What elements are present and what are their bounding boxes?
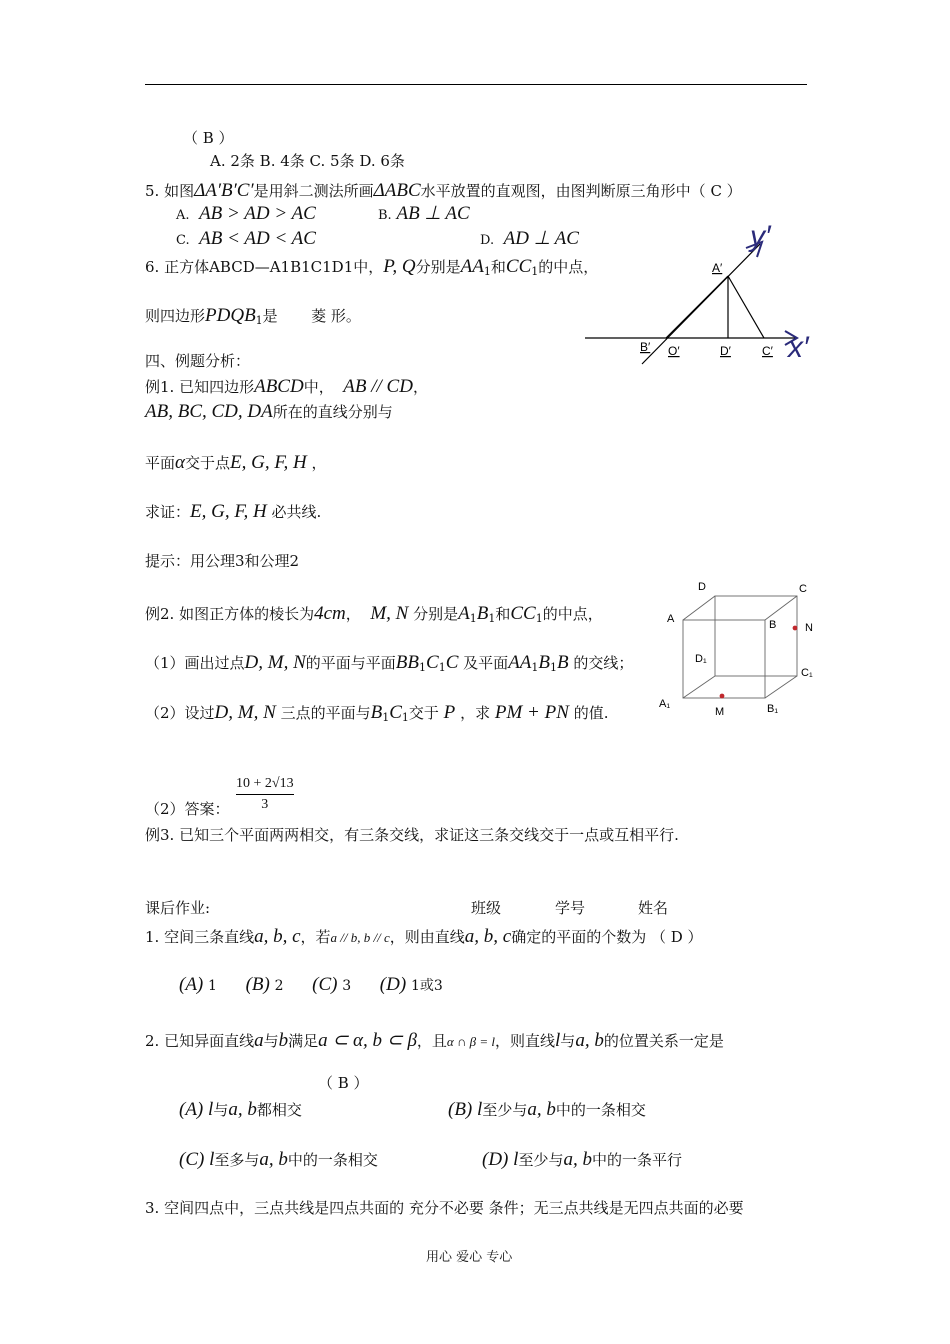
label-b: B	[769, 619, 777, 631]
q5-num: 5. 如图	[145, 182, 195, 200]
label-a: A′	[712, 261, 723, 275]
label-b: B′	[640, 340, 651, 354]
hw2-answer: （ B ）	[318, 1074, 369, 1092]
edge-a1-d1	[683, 676, 715, 698]
ex2-part2: （2）设过D, M, N 三点的平面与$B_1C_1$交于 P ，求 PM + PN 的值.	[145, 702, 609, 724]
point-m	[720, 694, 725, 699]
edge-a-d	[683, 596, 715, 620]
ex2-answer-label: （2）答案：	[145, 800, 230, 818]
q5-text1: 是用斜二测法所画	[253, 182, 374, 200]
label-d: D	[698, 581, 706, 593]
side-a-c	[728, 276, 764, 338]
ex1-line4: 求证：E, G, F, H 必共线.	[145, 501, 322, 522]
label-c1: C₁	[801, 667, 813, 679]
y-axis-label: y′	[750, 220, 771, 253]
hw2-question: 2. 已知异面直线a与b满足a ⊂ α, b ⊂ β，且α ∩ β = l，则直线l与a, b的位置关系一定是	[145, 1030, 724, 1051]
ex2-answer-fraction	[236, 776, 294, 813]
ex2-part1: （1）画出过点D, M, N的平面与平面$BB_1C_1C$ 及平面$AA_1B_1B$ 的交线；	[145, 652, 634, 674]
label-d1: D₁	[695, 653, 707, 665]
section-title: 四、例题分析：	[145, 352, 251, 370]
ex3-text: 例3. 已知三个平面两两相交，有三条交线，求证这三条交线交于一点或互相平行.	[145, 826, 679, 844]
q4-options: A. 2条 B. 4条 C. 5条 D. 6条	[210, 152, 405, 170]
q6-line2: 则四边形$PDQB_1$是 菱 形。	[145, 305, 361, 327]
ex1-line3: 平面α交于点E, G, F, H ，	[145, 452, 327, 473]
hw2-option-c: (C) l至多与a, b中的一条相交	[179, 1149, 378, 1170]
homework-class: 班级	[471, 899, 502, 917]
ex1-hint: 提示：用公理3和公理2	[145, 552, 300, 570]
label-d: D′	[720, 344, 731, 358]
fraction-denominator: 3	[261, 797, 269, 812]
homework-id: 学号	[555, 899, 586, 917]
ex1-line2: AB, BC, CD, DA所在的直线分别与	[145, 401, 393, 422]
label-c: C′	[762, 344, 773, 358]
label-a1: A₁	[659, 698, 671, 710]
q5-math-triangle-prime: ΔA′B′C′	[194, 180, 254, 201]
footer-text: 用心 爱心 专心	[426, 1250, 513, 1265]
x-axis-label: x′	[788, 331, 809, 364]
point-n	[793, 626, 798, 631]
ex2-line1: 例2. 如图正方体的棱长为4cm， M, N 分别是$A_1B_1$和$CC_1$的中点，	[145, 603, 603, 625]
q5-line	[145, 180, 742, 203]
label-c: C	[799, 583, 807, 595]
homework-name: 姓名	[638, 899, 669, 917]
edge-b-c	[765, 596, 797, 620]
oblique-triangle-figure	[580, 218, 825, 370]
ex1-line1: 例1. 已知四边形ABCD中， AB // CD，	[145, 376, 428, 397]
cube-back-face	[715, 596, 797, 676]
homework-title: 课后作业:	[145, 899, 211, 917]
q5-math-triangle: ΔABC	[373, 180, 421, 201]
label-m: M	[715, 706, 725, 718]
hw2-option-b: (B) l至少与a, b中的一条相交	[448, 1099, 646, 1120]
hw1-question: 1. 空间三条直线a, b, c，若a // b, b // c，则由直线a, b, c确定的平面的个数为 （ D ）	[145, 926, 703, 947]
q5-option-c: C. AB < AD < AC	[176, 228, 316, 249]
label-b1: B₁	[767, 703, 779, 715]
side-b-a	[666, 276, 728, 338]
cube-figure	[655, 574, 825, 724]
q5-text2: 水平放置的直观图，由图判断原三角形中（ C ）	[420, 182, 742, 200]
hw1-options: (A) 1 (B) 2 (C) 3 (D) 1或3	[179, 974, 443, 995]
hw3-text: 3. 空间四点中，三点共线是四点共面的 充分不必要 条件；无三点共线是无四点共面的必要	[145, 1199, 744, 1217]
label-a: A	[667, 613, 675, 625]
hw2-option-d: (D) l至少与a, b中的一条平行	[482, 1149, 682, 1170]
label-n: N	[805, 622, 813, 634]
y-axis	[642, 244, 760, 364]
q5-option-d: D. AD ⊥ AC	[480, 228, 579, 249]
fraction-numerator: 10 + 2√13	[236, 776, 294, 791]
q5-option-b: B. AB ⊥ AC	[378, 203, 470, 224]
fraction-bar	[236, 794, 294, 795]
hw2-option-a: (A) l与a, b都相交	[179, 1099, 302, 1120]
edge-b1-c1	[765, 676, 797, 698]
q4-answer: （ B ）	[183, 129, 234, 147]
q5-option-a: A. AB > AD > AC	[176, 203, 316, 224]
q6-line1: 6. 正方体ABCD—A1B1C1D1中，P, Q分别是$AA_1$和$CC_1$的中点，	[145, 256, 599, 278]
header-rule	[145, 84, 807, 85]
label-o: O′	[668, 344, 680, 358]
